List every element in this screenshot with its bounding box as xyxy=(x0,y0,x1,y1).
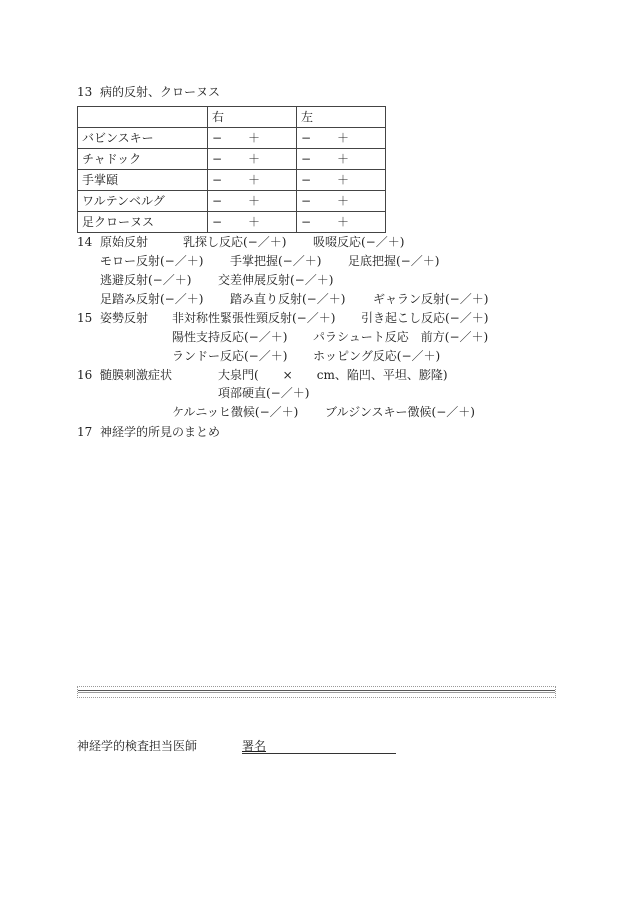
section-13-number: 13 xyxy=(77,85,93,99)
reflex-item: 踏み直り反射(−／＋) xyxy=(230,292,346,306)
reflex-item: パラシュート反応 前方(−／＋) xyxy=(313,330,489,344)
plus-option[interactable]: ＋ xyxy=(248,194,261,208)
reflex-label: ワルテンベルグ xyxy=(78,191,208,212)
section-14-number: 14 xyxy=(77,235,93,249)
section-divider xyxy=(77,686,556,698)
pathological-reflex-table xyxy=(77,106,386,233)
reflex-label: 手掌頤 xyxy=(78,170,208,191)
section-13-title: 病的反射、クローヌス xyxy=(100,85,221,99)
right-result[interactable] xyxy=(208,149,297,170)
reflex-item: 項部硬直(−／＋) xyxy=(218,386,310,400)
plus-option[interactable]: ＋ xyxy=(337,194,350,208)
plus-option[interactable]: ＋ xyxy=(337,131,350,145)
reflex-item: ギャラン反射(−／＋) xyxy=(373,292,489,306)
header-right: 右 xyxy=(208,107,297,128)
table-header-row xyxy=(78,107,386,128)
table-row xyxy=(78,212,386,233)
reflex-item: 手掌把握(−／＋) xyxy=(230,254,322,268)
reflex-item: ケルニッヒ徴候(−／＋) xyxy=(172,405,299,419)
reflex-item: ブルジンスキー徴候(−／＋) xyxy=(325,405,475,419)
reflex-label: チャドック xyxy=(78,149,208,170)
minus-option[interactable]: − xyxy=(212,194,223,208)
left-result[interactable] xyxy=(297,149,386,170)
section-15-title: 姿勢反射 xyxy=(100,311,149,325)
plus-option[interactable]: ＋ xyxy=(337,152,350,166)
table-row xyxy=(78,170,386,191)
minus-option[interactable]: − xyxy=(301,194,312,208)
header-left: 左 xyxy=(297,107,386,128)
left-result[interactable] xyxy=(297,191,386,212)
plus-option[interactable]: ＋ xyxy=(248,152,261,166)
reflex-item: 逃避反射(−／＋) xyxy=(100,273,192,287)
plus-option[interactable]: ＋ xyxy=(337,215,350,229)
signature-label: 神経学的検査担当医師 xyxy=(77,739,198,753)
minus-option[interactable]: − xyxy=(212,131,223,145)
left-result[interactable] xyxy=(297,128,386,149)
reflex-item: 非対称性緊張性頸反射(−／＋) xyxy=(172,311,336,325)
reflex-item: 吸啜反応(−／＋) xyxy=(313,235,405,249)
section-15-number: 15 xyxy=(77,311,93,325)
reflex-item: 足踏み反射(−／＋) xyxy=(100,292,204,306)
section-16-title: 髄膜刺激症状 xyxy=(100,368,173,382)
table-row xyxy=(78,128,386,149)
table-row xyxy=(78,191,386,212)
section-16-number: 16 xyxy=(77,368,93,382)
section-17-title: 神経学的所見のまとめ xyxy=(100,425,221,439)
left-result[interactable] xyxy=(297,212,386,233)
reflex-label: 足クローヌス xyxy=(78,212,208,233)
signature-field[interactable]: 署名 xyxy=(242,739,396,754)
plus-option[interactable]: ＋ xyxy=(248,173,261,187)
reflex-item: 交差伸展反射(−／＋) xyxy=(218,273,334,287)
plus-option[interactable]: ＋ xyxy=(248,215,261,229)
minus-option[interactable]: − xyxy=(301,215,312,229)
divider-line xyxy=(78,690,555,693)
fontanelle-item: 大泉門( × cm、陥凹、平坦、膨隆) xyxy=(218,368,448,382)
table-row xyxy=(78,149,386,170)
minus-option[interactable]: − xyxy=(301,131,312,145)
reflex-item: モロー反射(−／＋) xyxy=(100,254,204,268)
plus-option[interactable]: ＋ xyxy=(337,173,350,187)
reflex-label: バビンスキー xyxy=(78,128,208,149)
minus-option[interactable]: − xyxy=(212,152,223,166)
right-result[interactable] xyxy=(208,212,297,233)
right-result[interactable] xyxy=(208,128,297,149)
reflex-item: 引き起こし反応(−／＋) xyxy=(361,311,489,325)
reflex-item: 陽性支持反応(−／＋) xyxy=(172,330,288,344)
minus-option[interactable]: − xyxy=(212,215,223,229)
header-cell xyxy=(78,107,208,128)
reflex-item: 乳探し反応(−／＋) xyxy=(183,235,287,249)
minus-option[interactable]: − xyxy=(301,173,312,187)
left-result[interactable] xyxy=(297,170,386,191)
reflex-item: ランドー反応(−／＋) xyxy=(172,349,288,363)
reflex-item: 足底把握(−／＋) xyxy=(348,254,440,268)
minus-option[interactable]: − xyxy=(212,173,223,187)
right-result[interactable] xyxy=(208,170,297,191)
section-14-title: 原始反射 xyxy=(100,235,149,249)
reflex-item: ホッピング反応(−／＋) xyxy=(313,349,441,363)
plus-option[interactable]: ＋ xyxy=(248,131,261,145)
right-result[interactable] xyxy=(208,191,297,212)
section-17-number: 17 xyxy=(77,425,93,439)
minus-option[interactable]: − xyxy=(301,152,312,166)
